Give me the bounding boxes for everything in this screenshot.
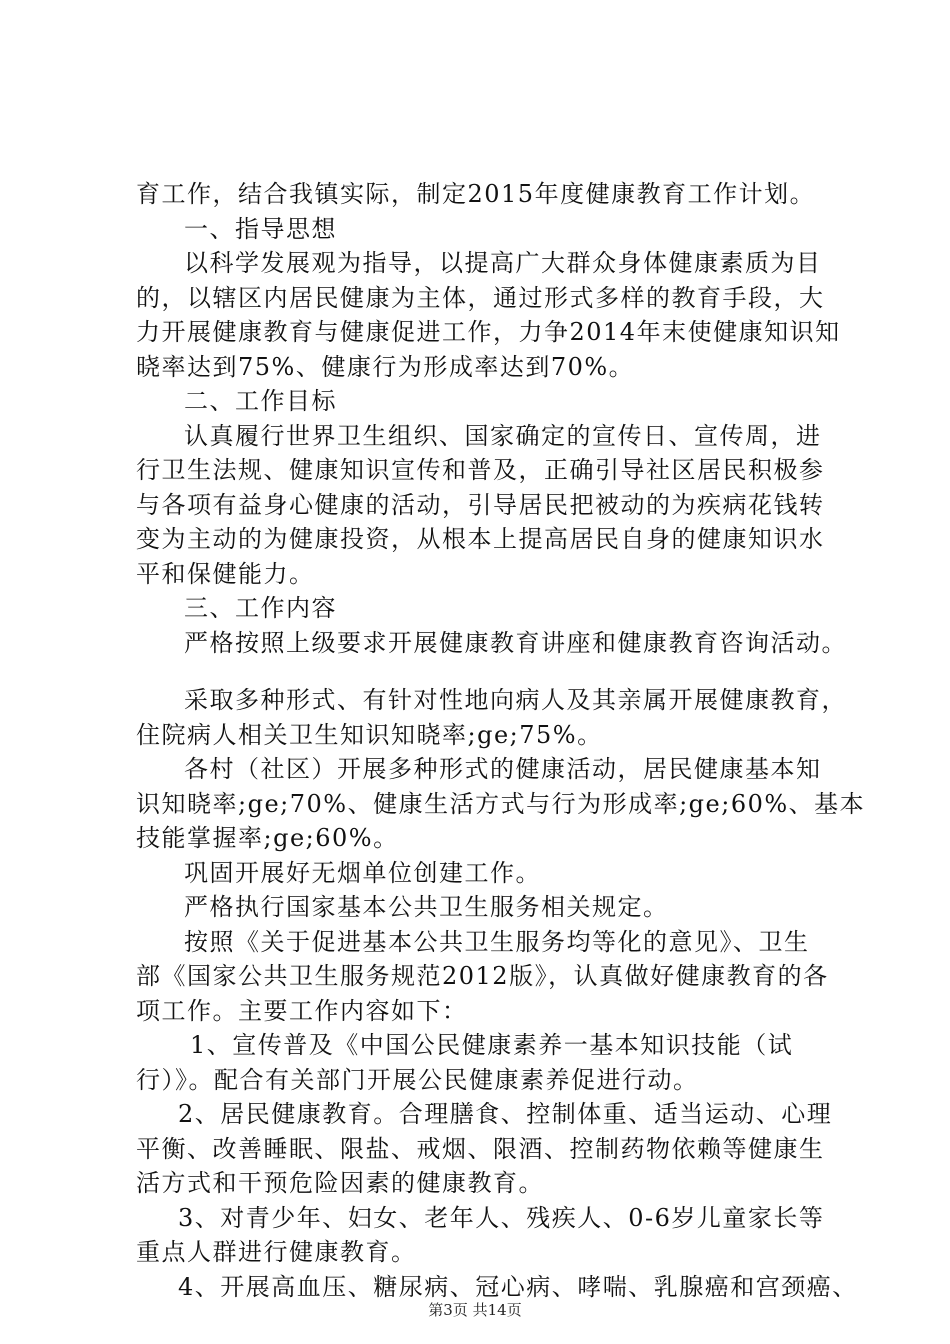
text-line: 的，以辖区内居民健康为主体，通过形式多样的教育手段，大 (136, 283, 825, 312)
text-line: 平衡、改善睡眠、限盐、戒烟、限酒、控制药物依赖等健康生 (136, 1134, 825, 1163)
list-item: 3、对青少年、妇女、老年人、残疾人、0-6岁儿童家长等 (178, 1203, 825, 1232)
list-item: 2、居民健康教育。合理膳食、控制体重、适当运动、心理 (178, 1100, 833, 1128)
text-line: 与各项有益身心健康的活动，引导居民把被动的为疾病花钱转 (136, 490, 825, 519)
text-line: 变为主动的为健康投资，从根本上提高居民自身的健康知识水 (136, 525, 825, 553)
text-line: 住院病人相关卫生知识知晓率;ge;75%。 (136, 720, 603, 749)
text-line: 以科学发展观为指导，以提高广大群众身体健康素质为目 (184, 249, 822, 277)
text-line: 技能掌握率;ge;60%。 (136, 824, 399, 852)
text-line: 部《国家公共卫生服务规范2012版》，认真做好健康教育的各 (136, 962, 829, 990)
text-line: 项工作。主要工作内容如下： (136, 996, 468, 1025)
text-line: 晓率达到75%、健康行为形成率达到70%。 (136, 352, 635, 381)
text-line: 严格执行国家基本公共卫生服务相关规定。 (184, 893, 669, 921)
text-line: 识知晓率;ge;70%、健康生活方式与行为形成率;ge;60%、基本 (136, 789, 866, 818)
list-item: 4、开展高血压、糖尿病、冠心病、哮喘、乳腺癌和宫颈癌、 (178, 1272, 858, 1301)
text-line: 行）》。配合有关部门开展公民健康素养促进行动。 (136, 1065, 699, 1094)
section-heading: 一、指导思想 (184, 214, 337, 243)
page-footer: 第3页 共14页 (428, 1301, 522, 1319)
section-heading: 二、工作目标 (184, 387, 337, 415)
text-line: 重点人群进行健康教育。 (136, 1238, 417, 1266)
text-line: 活方式和干预危险因素的健康教育。 (136, 1169, 544, 1197)
text-line: 严格按照上级要求开展健康教育讲座和健康教育咨询活动。 (184, 628, 847, 657)
list-item: 1、宣传普及《中国公民健康素养一基本知识技能（试 (190, 1031, 794, 1059)
text-line: 各村（社区）开展多种形式的健康活动，居民健康基本知 (184, 755, 822, 783)
text-line: 行卫生法规、健康知识宣传和普及，正确引导社区居民积极参 (136, 456, 825, 484)
text-line: 力开展健康教育与健康促进工作，力争2014年末使健康知识知 (136, 318, 841, 346)
text-line: 按照《关于促进基本公共卫生服务均等化的意见》、卫生 (184, 927, 810, 956)
text-line: 平和保健能力。 (136, 559, 315, 588)
text-line: 育工作，结合我镇实际，制定2015年度健康教育工作计划。 (136, 180, 816, 208)
text-line: 采取多种形式、有针对性地向病人及其亲属开展健康教育， (184, 686, 847, 714)
text-line: 认真履行世界卫生组织、国家确定的宣传日、宣传周，进 (184, 421, 822, 450)
section-heading: 三、工作内容 (184, 594, 337, 622)
text-line: 巩固开展好无烟单位创建工作。 (184, 858, 541, 887)
